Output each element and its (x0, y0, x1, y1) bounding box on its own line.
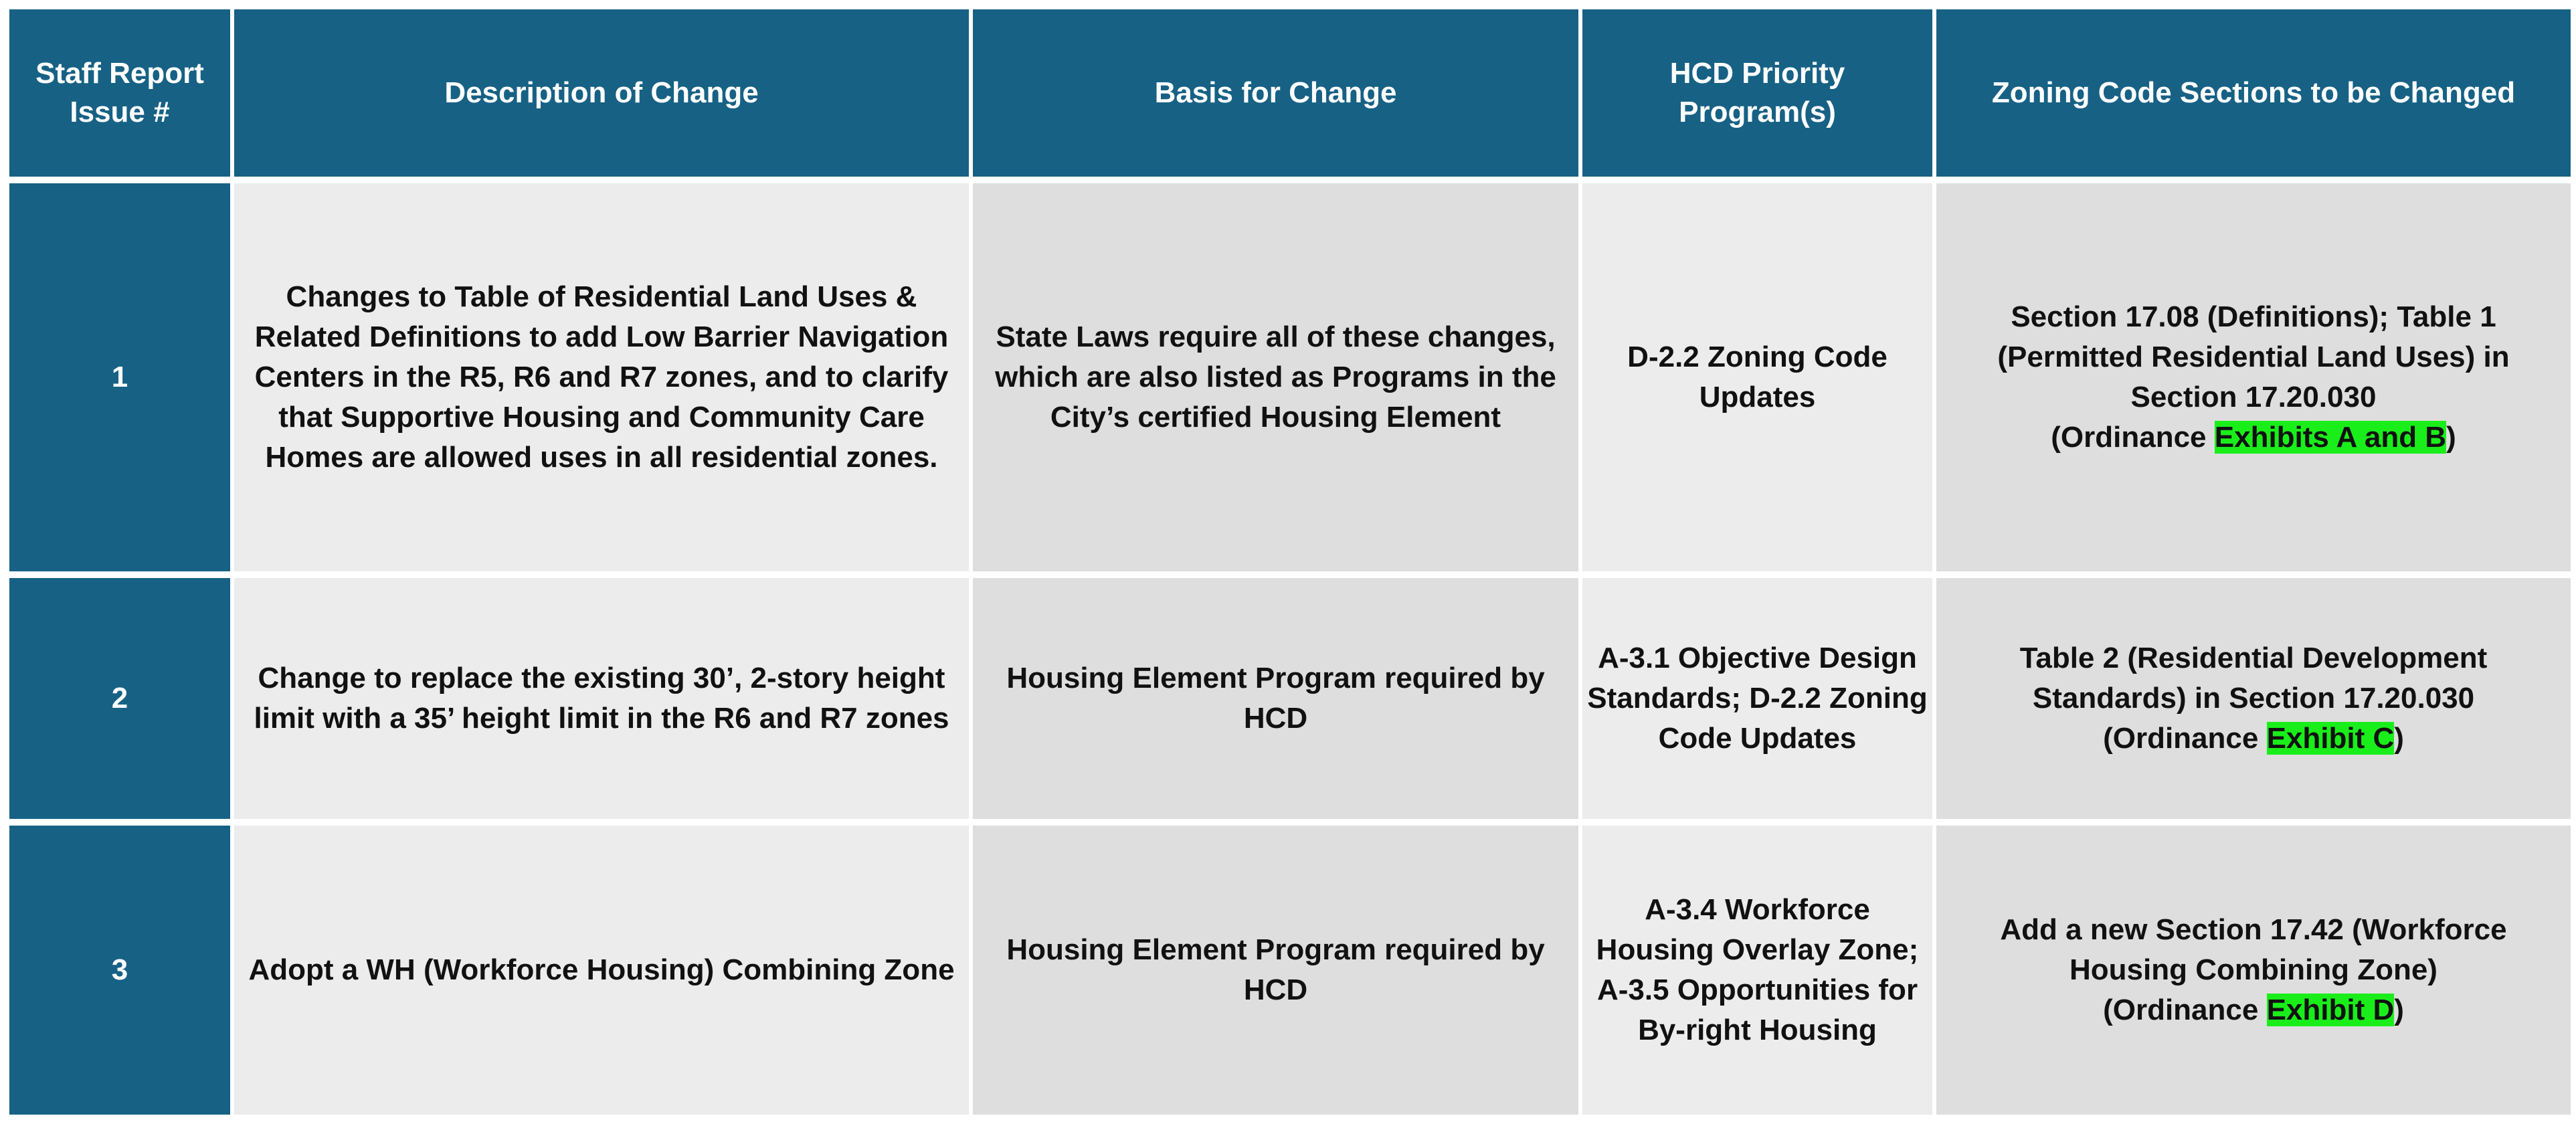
sections-cell (1936, 826, 2571, 1115)
row-gap (9, 177, 2571, 183)
row-gap (9, 571, 2571, 578)
table-row (9, 826, 2571, 1115)
zoning-changes-sheet (9, 9, 2567, 1119)
exhibit-highlight: Exhibit D (2266, 994, 2395, 1026)
ordinance-suffix: ) (2394, 994, 2404, 1026)
issue-number: 2 (9, 578, 230, 819)
header-description: Description of Change (234, 9, 969, 177)
basis-cell: Housing Element Program required by HCD (973, 826, 1578, 1115)
sections-text: Table 2 (Residential Development Standards) in Section 17.20.030 (2019, 642, 2488, 715)
priority-cell: A-3.1 Objective Design Standards; D-2.2 Zoning Code Updates (1582, 578, 1932, 819)
priority-cell: D-2.2 Zoning Code Updates (1582, 183, 1932, 571)
header-row (9, 9, 2571, 177)
ordinance-prefix: (Ordinance (2051, 421, 2215, 454)
issue-number: 1 (9, 183, 230, 571)
table-row (9, 578, 2571, 819)
description-cell: Changes to Table of Residential Land Uses & Related Definitions to add Low Barrier Navigation Centers in the R5, R6 and R7 zones, and to clarify that Supportive Housing and Community Care Homes are allowed uses in all residential zones. (234, 183, 969, 571)
description-cell: Adopt a WH (Workforce Housing) Combining Zone (234, 826, 969, 1115)
sections-cell (1936, 578, 2571, 819)
ordinance-suffix: ) (2446, 421, 2456, 454)
row-gap (9, 819, 2571, 826)
header-issue: Staff Report Issue # (9, 9, 230, 177)
basis-cell: State Laws require all of these changes, which are also listed as Programs in the City’s certified Housing Element (973, 183, 1578, 571)
header-sections: Zoning Code Sections to be Changed (1936, 9, 2571, 177)
sections-text: Section 17.08 (Definitions); Table 1 (Permitted Residential Land Uses) in Section 17.20.030 (1997, 300, 2510, 413)
sections-cell (1936, 183, 2571, 571)
priority-cell: A-3.4 Workforce Housing Overlay Zone; A-3.5 Opportunities for By-right Housing (1582, 826, 1932, 1115)
description-cell: Change to replace the existing 30’, 2-story height limit with a 35’ height limit in the R6 and R7 zones (234, 578, 969, 819)
issue-number: 3 (9, 826, 230, 1115)
zoning-changes-table (5, 9, 2575, 1115)
exhibit-highlight: Exhibit C (2266, 722, 2395, 755)
ordinance-prefix: (Ordinance (2103, 994, 2267, 1026)
exhibit-highlight: Exhibits A and B (2214, 421, 2447, 454)
ordinance-suffix: ) (2394, 722, 2404, 755)
basis-cell: Housing Element Program required by HCD (973, 578, 1578, 819)
header-priority: HCD Priority Program(s) (1582, 9, 1932, 177)
sections-text: Add a new Section 17.42 (Workforce Housing Combining Zone) (2000, 913, 2507, 986)
ordinance-prefix: (Ordinance (2103, 722, 2267, 755)
table-row (9, 183, 2571, 571)
header-basis: Basis for Change (973, 9, 1578, 177)
